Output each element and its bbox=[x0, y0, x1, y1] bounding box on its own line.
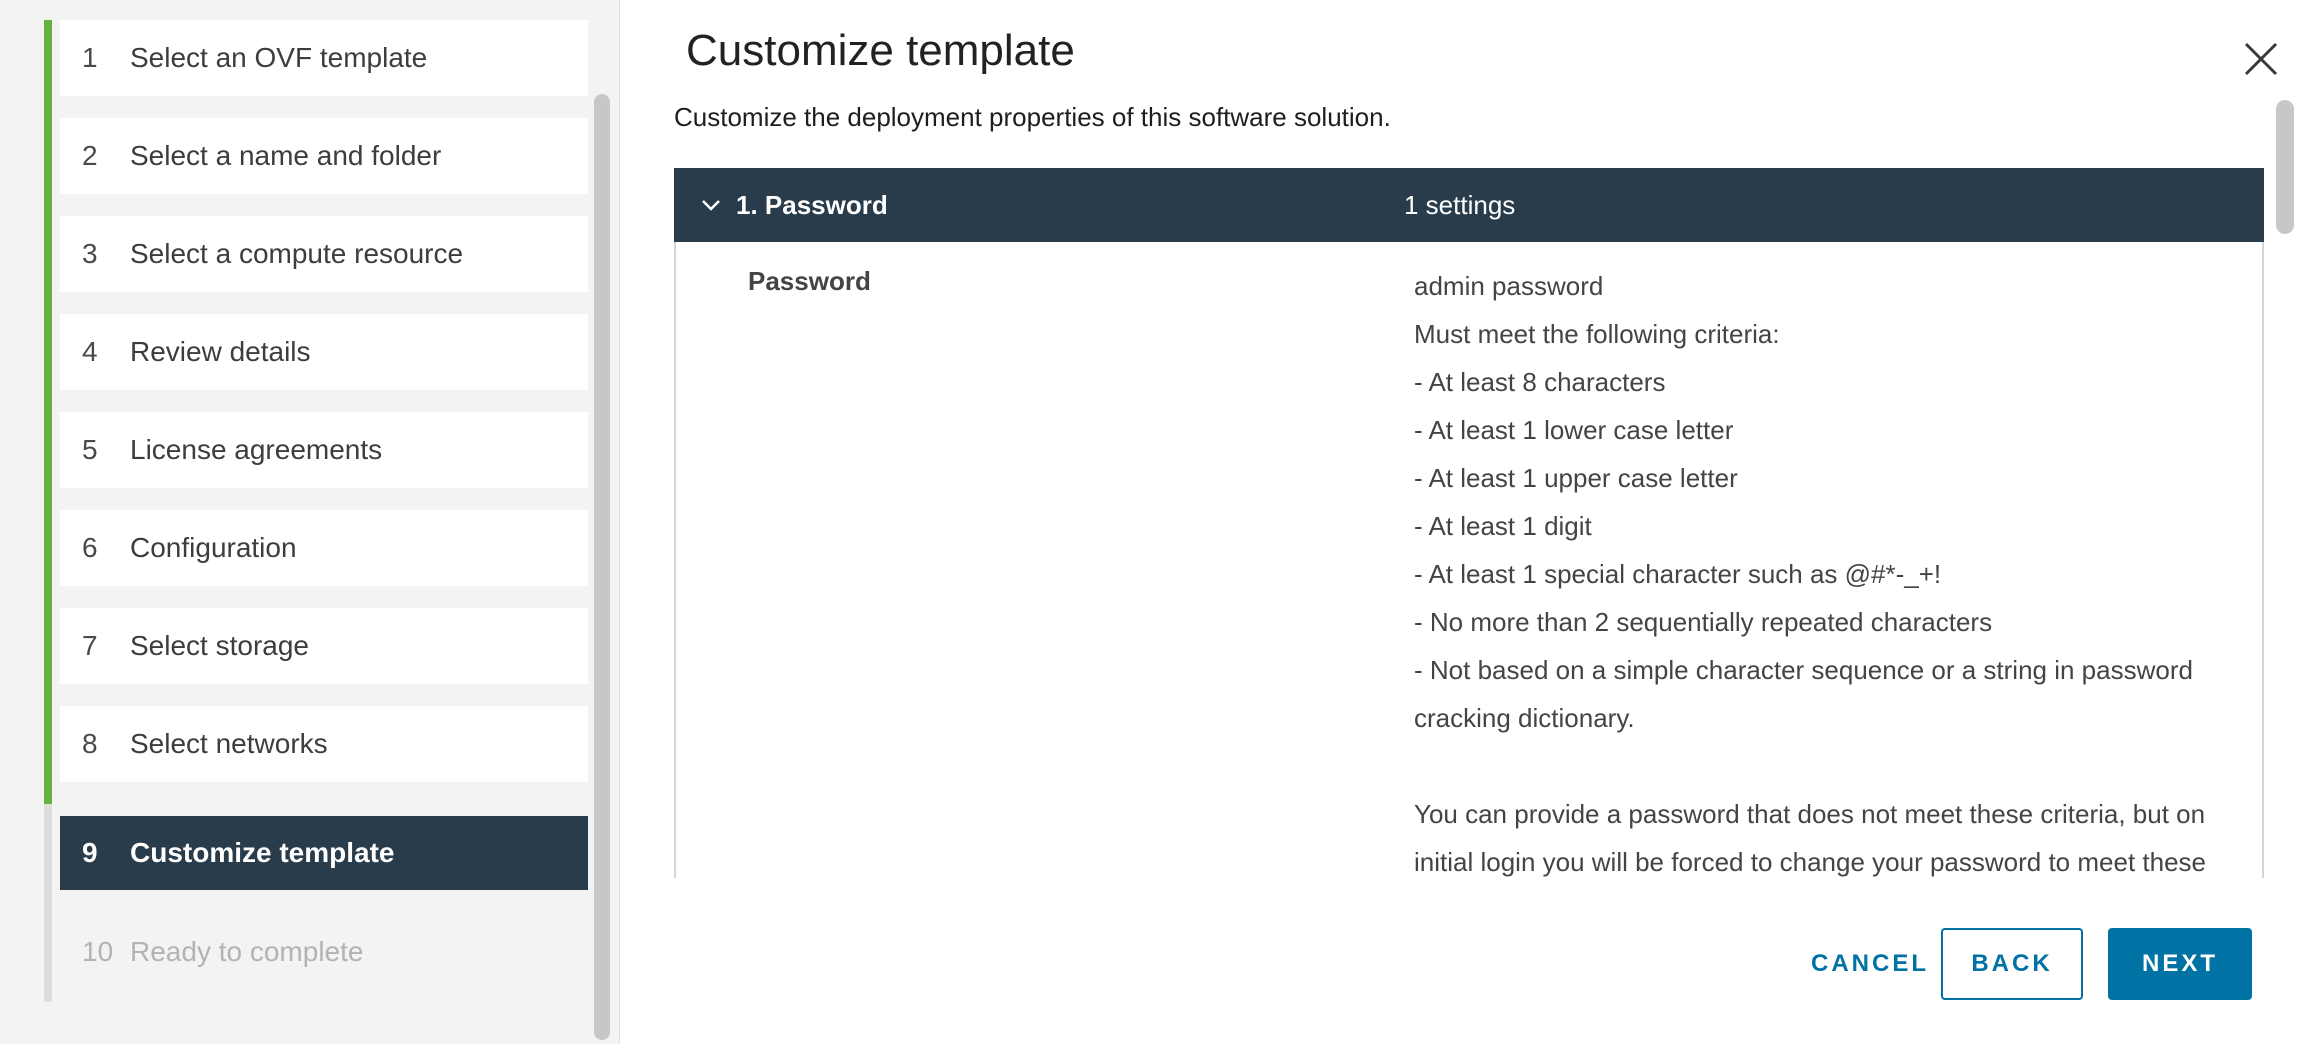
description-line: Must meet the following criteria: bbox=[1414, 319, 1780, 349]
wizard-step-5[interactable] bbox=[60, 412, 588, 488]
description-line: - No more than 2 sequentially repeated characters bbox=[1414, 607, 1993, 637]
properties-scroll-area bbox=[674, 168, 2264, 878]
section-body bbox=[674, 242, 2264, 878]
wizard-step-10 bbox=[60, 914, 588, 990]
section-header-password[interactable] bbox=[674, 168, 2264, 242]
description-line: - At least 8 characters bbox=[1414, 367, 1666, 397]
description-line: - At least 1 digit bbox=[1414, 511, 1592, 541]
step-number: 5 bbox=[82, 434, 98, 465]
step-number: 9 bbox=[82, 837, 98, 868]
step-number: 8 bbox=[82, 728, 98, 759]
step-number: 4 bbox=[82, 336, 98, 367]
step-label: Customize template bbox=[130, 837, 395, 868]
cancel-button[interactable]: CANCEL bbox=[1811, 950, 1929, 977]
step-label: Select a compute resource bbox=[130, 238, 464, 269]
description-line: - At least 1 lower case letter bbox=[1414, 415, 1734, 445]
step-number: 3 bbox=[82, 238, 98, 269]
property-description bbox=[1414, 262, 2254, 878]
step-label: Select storage bbox=[130, 630, 309, 661]
step-number: 6 bbox=[82, 532, 98, 563]
description-line: - Not based on a simple character sequence or a string in password cracking dictionary. bbox=[1414, 655, 2193, 733]
description-line: - At least 1 upper case letter bbox=[1414, 463, 1738, 493]
page-subtitle: Customize the deployment properties of this software solution. bbox=[674, 102, 1391, 132]
property-label: Password bbox=[748, 266, 871, 296]
step-number: 10 bbox=[82, 936, 114, 967]
section-settings-count: 1 settings bbox=[1404, 189, 1516, 220]
back-button[interactable]: BACK bbox=[1941, 928, 2083, 1000]
wizard-sidebar bbox=[0, 0, 620, 1044]
wizard-step-2[interactable] bbox=[60, 118, 588, 194]
step-number: 1 bbox=[82, 42, 98, 73]
step-label: Select an OVF template bbox=[130, 42, 428, 73]
step-label: License agreements bbox=[130, 434, 383, 465]
step-number: 7 bbox=[82, 630, 98, 661]
page-title: Customize template bbox=[686, 26, 1075, 75]
description-line: admin password bbox=[1414, 271, 1604, 301]
description-spacer bbox=[1414, 742, 2254, 790]
wizard-step-3[interactable] bbox=[60, 216, 588, 292]
chevron-down-icon bbox=[700, 194, 722, 216]
step-label: Ready to complete bbox=[130, 936, 364, 967]
description-line: - At least 1 special character such as @#*-_+! bbox=[1414, 559, 1942, 589]
main-panel bbox=[620, 0, 2300, 1044]
sidebar-scrollbar[interactable] bbox=[594, 94, 610, 1040]
step-label: Select a name and folder bbox=[130, 140, 442, 171]
wizard-step-9[interactable] bbox=[60, 816, 588, 890]
step-label: Select networks bbox=[130, 728, 328, 759]
section-title: 1. Password bbox=[736, 189, 888, 220]
description-line: You can provide a password that does not meet these criteria, but on initial login you will be forced to change your password to meet these bbox=[1414, 799, 2206, 877]
next-button[interactable]: NEXT bbox=[2108, 928, 2252, 1000]
step-number: 2 bbox=[82, 140, 98, 171]
completed-steps-indicator bbox=[44, 20, 52, 804]
wizard-step-6[interactable] bbox=[60, 510, 588, 586]
wizard-step-7[interactable] bbox=[60, 608, 588, 684]
wizard-step-8[interactable] bbox=[60, 706, 588, 782]
step-label: Review details bbox=[130, 336, 311, 367]
pending-steps-indicator bbox=[44, 804, 52, 1002]
wizard-step-1[interactable] bbox=[60, 20, 588, 96]
step-label: Configuration bbox=[130, 532, 297, 563]
close-icon bbox=[2240, 38, 2282, 80]
content-scrollbar[interactable] bbox=[2276, 100, 2294, 234]
close-button[interactable] bbox=[2240, 38, 2282, 80]
wizard-step-4[interactable] bbox=[60, 314, 588, 390]
